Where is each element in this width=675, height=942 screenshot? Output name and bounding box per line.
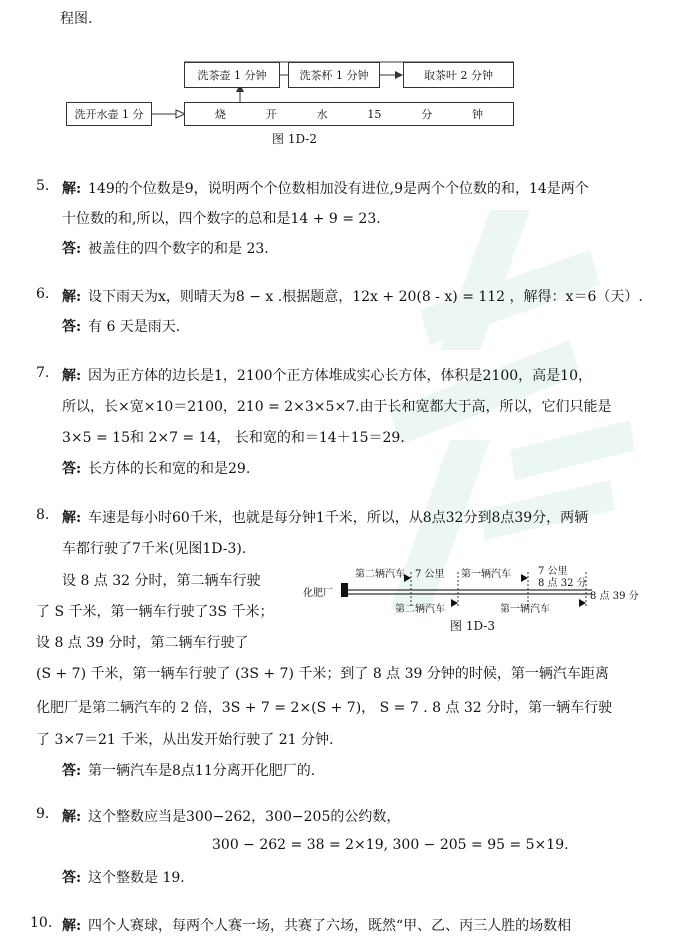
answer-label: 答: <box>62 319 82 335</box>
problem-number: 5. <box>36 178 50 194</box>
label-car2-bottom: 第二辆汽车 <box>395 604 445 615</box>
text-line: 车速是每小时60千米，也就是每分钟1千米，所以，从8点32分到8点39分，两辆 <box>88 510 589 526</box>
text-line: 设下雨天为x，则晴天为8 − x .根据题意，12x + 20(8 - x) = 112 ，解得：x＝6（天）. <box>88 289 643 305</box>
caption-1d-2: 图 1D-2 <box>272 132 317 146</box>
label-car2-top: 第二辆汽车 <box>355 569 405 580</box>
answer-label: 答: <box>62 461 82 477</box>
text-line: 十位数的和,所以，四个数字的总和是14 + 9 = 23. <box>62 211 381 227</box>
problem-number: 6. <box>36 286 50 302</box>
boil-seg: 水 <box>316 108 328 121</box>
text-line: 因为正方体的边长是1，2100个正方体堆成实心长方体，体积是2100，高是10， <box>88 368 592 384</box>
boil-seg: 钟 <box>472 108 484 121</box>
box-wash-cups: 洗茶杯 1 分钟 <box>288 62 380 88</box>
label-time-839: 8 点 39 分 <box>590 591 639 602</box>
answer-label: 答: <box>62 241 82 257</box>
solution-label: 解: <box>62 181 82 197</box>
solution-label: 解: <box>62 510 82 526</box>
label-car1-top: 第一辆汽车 <box>461 569 511 580</box>
problem-number: 7. <box>36 365 50 381</box>
problem-number: 9. <box>36 806 50 822</box>
text-line: 四个人赛球，每两个人赛一场，共赛了六场，既然“甲、乙、丙三人胜的场数相 <box>88 918 572 934</box>
text-line: 设 8 点 32 分时，第二辆车行驶 <box>62 573 261 589</box>
answer-text: 长方体的长和宽的和是29. <box>88 461 251 477</box>
problem-number: 10. <box>30 915 53 931</box>
text-line: 车都行驶了7千米(见图1D-3). <box>62 541 247 557</box>
label-factory: 化肥厂 <box>303 588 333 599</box>
top-line: 程图. <box>60 11 93 27</box>
answer-text: 有 6 天是雨天. <box>88 319 181 335</box>
formula: 300 − 262 = 38 = 2×19, 300 − 205 = 95 = 5×19. <box>212 837 569 853</box>
answer-text: 被盖住的四个数字的和是 23. <box>88 241 269 257</box>
answer-label: 答: <box>62 763 82 779</box>
label-time-832: 8 点 32 分 <box>538 578 587 589</box>
solution-label: 解: <box>62 918 82 934</box>
text-line: 所以，长×宽×10＝2100，210 = 2×3×5×7.由于长和宽都大于高，所以，它们只能是 <box>62 399 612 415</box>
problem-number: 8. <box>36 507 50 523</box>
text-line: 了 S 千米，第一辆车行驶了3S 千米； <box>36 604 274 620</box>
box-wash-kettle: 洗茶壶 1 分钟 <box>184 62 280 88</box>
answer-label: 答: <box>62 870 82 886</box>
box-get-tea: 取茶叶 2 分钟 <box>403 62 514 88</box>
text-line: 这个整数应当是300−262，300−205的公约数， <box>88 809 401 825</box>
box-wash-water-kettle: 洗开水壶 1 分 <box>66 102 152 126</box>
caption-1d-3: 图 1D-3 <box>450 619 495 633</box>
boil-seg: 烧 <box>214 108 226 121</box>
solution-label: 解: <box>62 809 82 825</box>
text-line: 149的个位数是9，说明两个个位数相加没有进位,9是两个个位数的和，14是两个 <box>88 181 589 197</box>
boil-seg: 分 <box>421 108 433 121</box>
solution-label: 解: <box>62 368 82 384</box>
label-car1-bottom: 第一辆汽车 <box>500 604 550 615</box>
label-gap-7-b: 7 公里 <box>538 566 568 577</box>
text-line: 了 3×7＝21 千米，从出发开始行驶了 21 分钟. <box>36 732 334 748</box>
text-line: 3×5 = 15和 2×7 = 14， 长和宽的和＝14＋15＝29. <box>62 430 405 446</box>
answer-text: 第一辆汽车是8点11分离开化肥厂的. <box>88 763 316 779</box>
text-line: 设 8 点 39 分时，第二辆车行驶了 <box>36 635 249 651</box>
solution-label: 解: <box>62 289 82 305</box>
boil-seg: 15 <box>367 107 382 121</box>
boil-seg: 开 <box>265 108 277 121</box>
label-gap-7-a: 7 公里 <box>415 569 445 580</box>
answer-text: 这个整数是 19. <box>88 870 185 886</box>
text-line: (S + 7) 千米，第一辆车行驶了 (3S + 7) 千米；到了 8 点 39 分钟的时候，第一辆汽车距离 <box>36 666 609 682</box>
text-line: 化肥厂是第二辆汽车的 2 倍，3S + 7 = 2×(S + 7)， S = 7 . 8 点 32 分时，第一辆车行驶 <box>36 700 613 716</box>
